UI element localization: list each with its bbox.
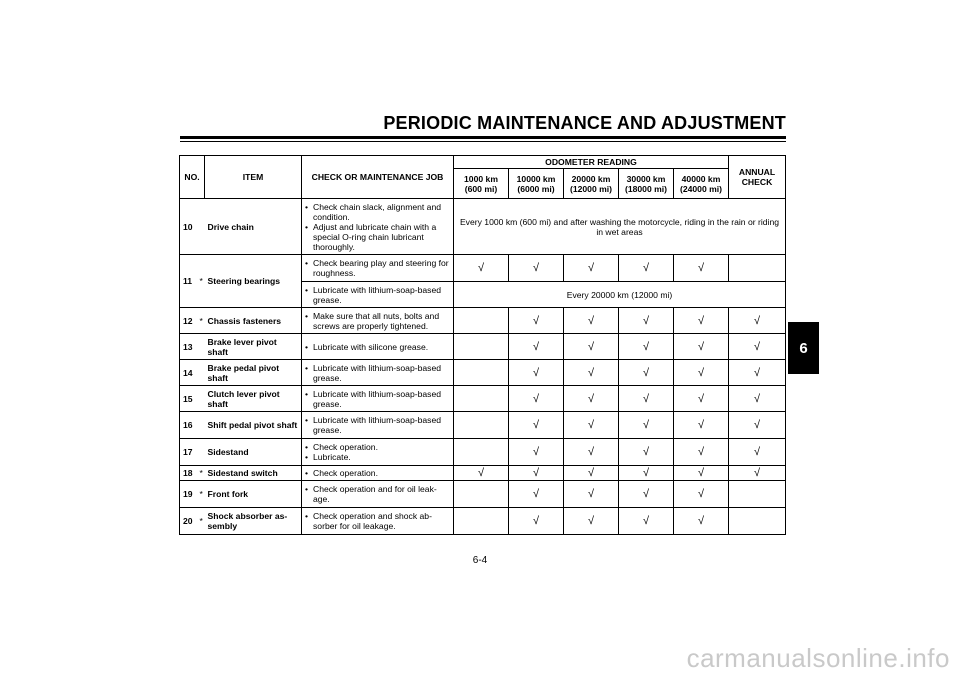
check-mark: √ [619, 412, 674, 439]
row-job [302, 466, 454, 481]
table-row-11 [180, 255, 786, 282]
check-mark: √ [674, 466, 729, 481]
check-mark: √ [729, 386, 786, 412]
row-job [302, 439, 454, 466]
check-mark: √ [509, 386, 564, 412]
job-bullet: • Make sure that all nuts, bolts and screws are properly tightened. [305, 311, 450, 331]
check-mark: √ [729, 466, 786, 481]
check-mark: √ [564, 508, 619, 535]
check-mark: √ [509, 334, 564, 360]
header-row-1 [180, 156, 786, 169]
title-rule [180, 136, 786, 139]
check-mark: √ [564, 481, 619, 508]
row-job [302, 386, 454, 412]
row-number: 11 [180, 255, 197, 308]
row-star: * [197, 508, 205, 535]
row-number: 15 [180, 386, 197, 412]
job-bullet: • Check operation. [305, 468, 450, 478]
check-mark: √ [619, 360, 674, 386]
table-row-12 [180, 308, 786, 334]
table-row-14 [180, 360, 786, 386]
check-mark: √ [564, 255, 619, 282]
check-mark: √ [564, 334, 619, 360]
row-job [302, 481, 454, 508]
job-bullet: • Adjust and lubricate chain with a special O-ring chain lubricant thoroughly. [305, 222, 450, 252]
row-job [302, 282, 454, 308]
job-bullet: • Check bearing play and steering for roughness. [305, 258, 450, 278]
empty-cell [729, 481, 786, 508]
check-mark: √ [674, 360, 729, 386]
check-mark: √ [729, 412, 786, 439]
empty-cell [454, 308, 509, 334]
job-bullet: • Lubricate with lithium-soap-based grease. [305, 363, 450, 383]
check-mark: √ [509, 255, 564, 282]
table-row-16 [180, 412, 786, 439]
check-mark: √ [619, 439, 674, 466]
check-mark: √ [564, 439, 619, 466]
row-number: 12 [180, 308, 197, 334]
empty-cell [454, 412, 509, 439]
empty-cell [454, 481, 509, 508]
header-job: CHECK OR MAINTENANCE JOB [302, 156, 454, 199]
check-mark: √ [619, 481, 674, 508]
check-mark: √ [674, 334, 729, 360]
row-star [197, 199, 205, 255]
row-item: Brake pedal pivot shaft [205, 360, 302, 386]
header-interval-5: 40000 km (24000 mi) [674, 169, 729, 199]
check-mark: √ [564, 466, 619, 481]
check-mark: √ [619, 386, 674, 412]
title-rule-thin [180, 141, 786, 142]
row-number: 20 [180, 508, 197, 535]
row-star [197, 386, 205, 412]
row-item: Brake lever pivot shaft [205, 334, 302, 360]
header-no: NO. [180, 156, 205, 199]
check-mark: √ [509, 412, 564, 439]
header-interval-3: 20000 km (12000 mi) [564, 169, 619, 199]
job-bullet: • Check chain slack, alignment and condition. [305, 202, 450, 222]
check-mark: √ [509, 481, 564, 508]
check-mark: √ [564, 308, 619, 334]
job-bullet: • Check operation. [305, 442, 450, 452]
row-star: * [197, 255, 205, 308]
row-item: Chassis fasteners [205, 308, 302, 334]
row-item: Steering bearings [205, 255, 302, 308]
row-number: 16 [180, 412, 197, 439]
check-mark: √ [729, 334, 786, 360]
job-bullet: • Check operation and shock ab-sorber for oil leakage. [305, 511, 450, 531]
check-mark: √ [564, 360, 619, 386]
check-mark: √ [454, 466, 509, 481]
job-bullet: • Check operation and for oil leak-age. [305, 484, 450, 504]
check-mark: √ [454, 255, 509, 282]
page-title: PERIODIC MAINTENANCE AND ADJUSTMENT [383, 113, 786, 133]
check-mark: √ [619, 508, 674, 535]
header-odometer: ODOMETER READING [454, 156, 729, 169]
row-job [302, 508, 454, 535]
watermark: carmanualsonline.info [686, 643, 950, 673]
table-row-20 [180, 508, 786, 535]
row-number: 10 [180, 199, 197, 255]
check-mark: √ [619, 255, 674, 282]
check-mark: √ [509, 308, 564, 334]
row-star: * [197, 308, 205, 334]
check-mark: √ [729, 308, 786, 334]
job-bullet: • Lubricate with silicone grease. [305, 342, 450, 352]
check-mark: √ [674, 386, 729, 412]
row-number: 13 [180, 334, 197, 360]
header-annual-check: ANNUAL CHECK [729, 156, 786, 199]
check-mark: √ [674, 481, 729, 508]
row-star [197, 334, 205, 360]
row-item: Sidestand [205, 439, 302, 466]
page-number: 6-4 [472, 555, 488, 566]
header-interval-1: 1000 km (600 mi) [454, 169, 509, 199]
row-number: 14 [180, 360, 197, 386]
check-mark: √ [509, 466, 564, 481]
row-star [197, 412, 205, 439]
check-mark: √ [564, 412, 619, 439]
check-mark: √ [509, 360, 564, 386]
row-number: 18 [180, 466, 197, 481]
job-bullet: • Lubricate with lithium-soap-based grease. [305, 389, 450, 409]
check-mark: √ [674, 439, 729, 466]
job-bullet: • Lubricate. [305, 452, 450, 462]
table-row-15 [180, 386, 786, 412]
row-job [302, 334, 454, 360]
check-mark: √ [564, 386, 619, 412]
job-bullet: • Lubricate with lithium-soap-based grease. [305, 285, 450, 305]
header-interval-2: 10000 km (6000 mi) [509, 169, 564, 199]
check-mark: √ [729, 439, 786, 466]
row-number: 19 [180, 481, 197, 508]
table-row-10 [180, 199, 786, 255]
row-item: Shock absorber as-sembly [205, 508, 302, 535]
empty-cell [454, 334, 509, 360]
row-item: Shift pedal pivot shaft [205, 412, 302, 439]
row-number: 17 [180, 439, 197, 466]
table-row-18 [180, 466, 786, 481]
empty-cell [454, 508, 509, 535]
row-job [302, 308, 454, 334]
row-item: Sidestand switch [205, 466, 302, 481]
check-mark: √ [674, 308, 729, 334]
header-item: ITEM [205, 156, 302, 199]
row-item: Drive chain [205, 199, 302, 255]
row-star: * [197, 466, 205, 481]
row-star [197, 360, 205, 386]
chapter-tab: 6 [788, 322, 819, 374]
check-mark: √ [619, 308, 674, 334]
row-job [302, 255, 454, 282]
row-item: Front fork [205, 481, 302, 508]
table-row-17 [180, 439, 786, 466]
check-mark: √ [674, 508, 729, 535]
row-job [302, 412, 454, 439]
check-mark: √ [509, 508, 564, 535]
empty-cell [454, 360, 509, 386]
table-row-13 [180, 334, 786, 360]
empty-cell [454, 386, 509, 412]
check-mark: √ [509, 439, 564, 466]
interval-note: Every 20000 km (12000 mi) [454, 282, 786, 308]
header-interval-4: 30000 km (18000 mi) [619, 169, 674, 199]
check-mark: √ [619, 334, 674, 360]
row-star [197, 439, 205, 466]
maintenance-table [179, 155, 786, 535]
empty-cell [729, 255, 786, 282]
empty-cell [454, 439, 509, 466]
job-bullet: • Lubricate with lithium-soap-based grease. [305, 415, 450, 435]
row-item: Clutch lever pivot shaft [205, 386, 302, 412]
table-row-19 [180, 481, 786, 508]
interval-note: Every 1000 km (600 mi) and after washing the motorcycle, riding in the rain or riding in wet areas [454, 199, 786, 255]
empty-cell [729, 508, 786, 535]
check-mark: √ [674, 255, 729, 282]
check-mark: √ [674, 412, 729, 439]
row-job [302, 199, 454, 255]
row-star: * [197, 481, 205, 508]
check-mark: √ [619, 466, 674, 481]
check-mark: √ [729, 360, 786, 386]
row-job [302, 360, 454, 386]
